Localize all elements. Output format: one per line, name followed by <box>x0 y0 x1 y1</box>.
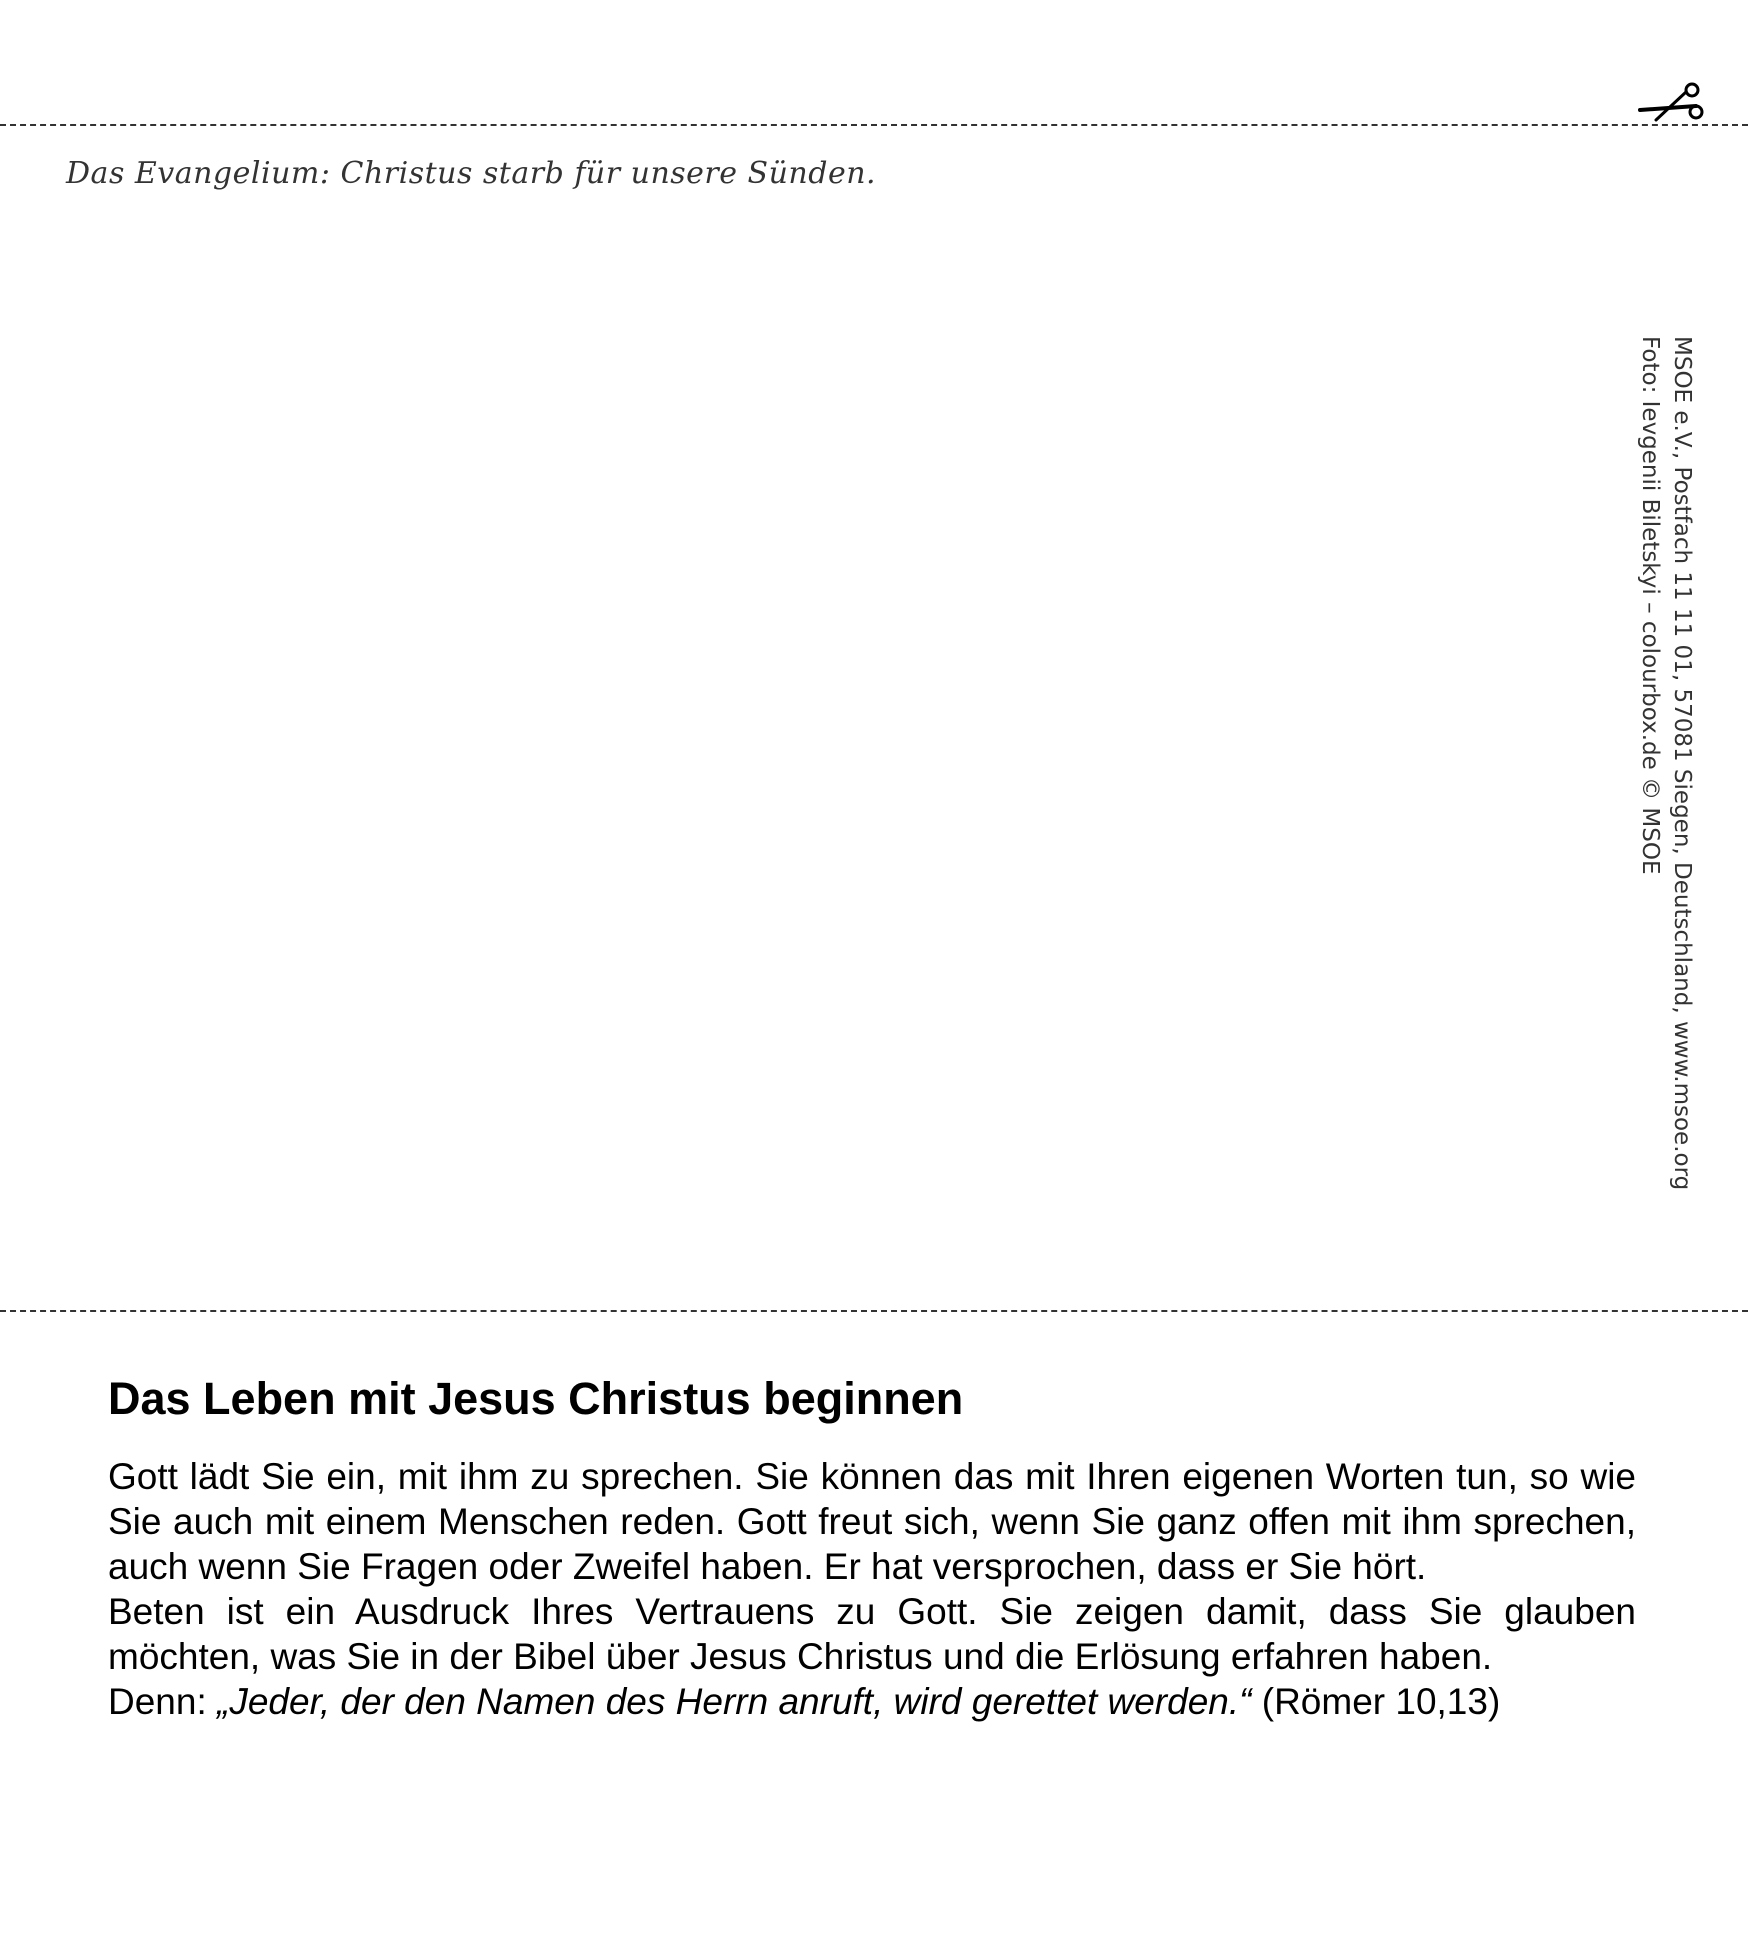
imprint-address: MSOE e.V., Postfach 11 11 01, 57081 Siegen, Deutschland, www.msoe.org <box>1669 336 1695 1191</box>
paragraph-invitation: Gott lädt Sie ein, mit ihm zu sprechen. Sie können das mit Ihren eigenen Worten tun, so wie Sie auch mit einem Menschen reden. Gott freut sich, wenn Sie ganz offen mit ihm sprechen, auch wenn Sie Fragen oder Zweifel haben. Er hat versprochen, dass er Sie hört. <box>108 1456 1636 1587</box>
top-cut-line <box>0 124 1748 126</box>
middle-cut-line <box>0 1310 1748 1312</box>
content-section <box>108 1372 1636 1724</box>
paragraph-trust: Beten ist ein Ausdruck Ihres Vertrauens zu Gott. Sie zeigen damit, dass Sie glauben möchten, was Sie in der Bibel über Jesus Christus und die Erlösung erfahren haben. <box>108 1591 1636 1677</box>
quote-prefix: Denn: <box>108 1681 218 1722</box>
section-heading: Das Leben mit Jesus Christus beginnen <box>108 1373 964 1424</box>
scissors-icon <box>1636 80 1706 126</box>
imprint-photo-credit: Foto: Ievgenii Biletskyi – colourbox.de © MSOE <box>1637 336 1663 875</box>
imprint <box>1634 336 1698 1190</box>
header-note: Das Evangelium: Christus starb für unsere Sünden. <box>66 156 877 191</box>
paragraph-quote <box>108 1679 1636 1724</box>
bible-quote: „Jeder, der den Namen des Herrn anruft, wird gerettet werden.“ <box>217 1681 1252 1722</box>
bible-reference: (Römer 10,13) <box>1251 1681 1501 1722</box>
